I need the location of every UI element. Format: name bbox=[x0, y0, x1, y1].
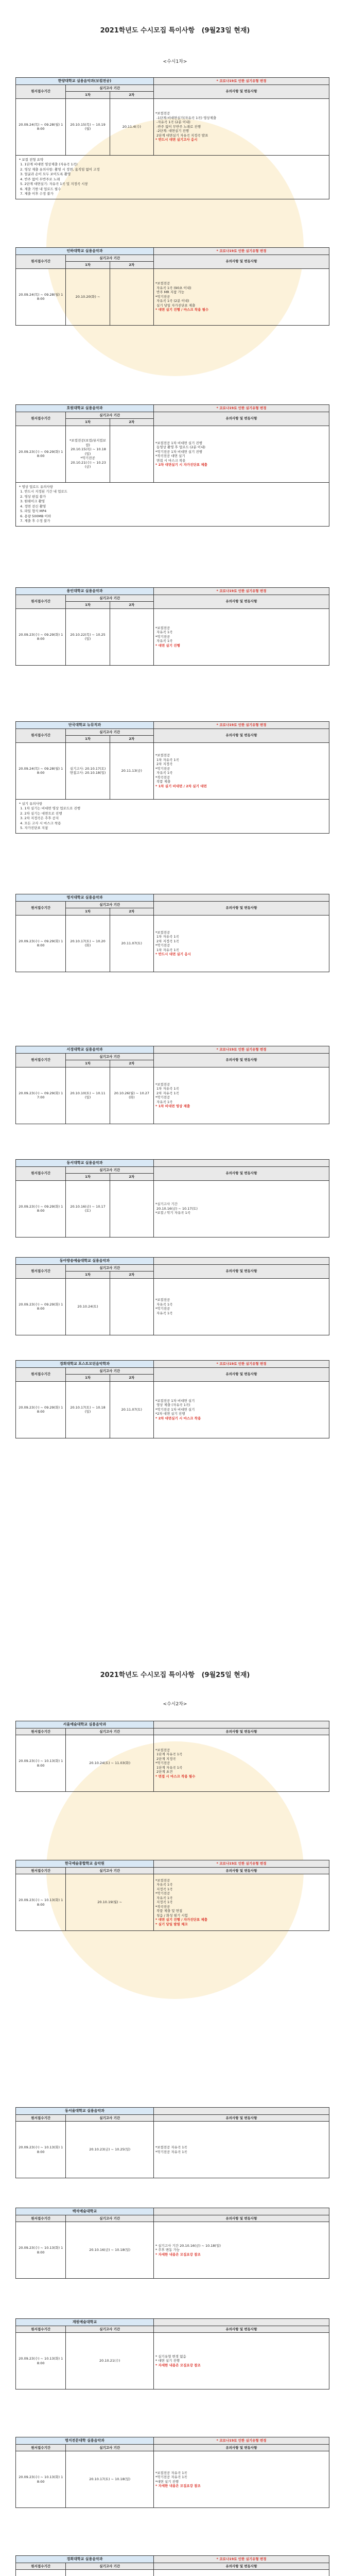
round1-header: 1차 bbox=[66, 1272, 110, 1279]
round1-header: 1차 bbox=[66, 1375, 110, 1382]
warning-notice bbox=[153, 1258, 329, 1265]
schedule-header: 실기고사 기간 bbox=[66, 412, 154, 419]
schedule-header: 실기고사 기간 bbox=[66, 84, 154, 92]
changes-text: *보컬전공 자유곡 1곡 (90초 이내) 반주 MR 지참 가능 *악기전공 자유곡 1곡 (2분 이내) 실기 당일 자가진단표 제출 bbox=[155, 281, 196, 308]
application-period: 20.09.24(목) ~ 09.28(월) 18:00 bbox=[16, 98, 66, 155]
schedule-header: 실기고사 기간 bbox=[66, 2215, 154, 2222]
admission-block bbox=[15, 77, 329, 199]
university-name: 계원예술대학교 bbox=[16, 2319, 154, 2326]
admission-block bbox=[15, 1046, 329, 1124]
university-name: 용인대학교 실용음악과 bbox=[16, 588, 154, 595]
section-title: 2021학년도 수시모집 특이사항 (9월23일 현재) bbox=[100, 27, 250, 35]
round2-header: 2차 bbox=[110, 602, 153, 609]
admission-block bbox=[15, 2208, 329, 2279]
exam-schedule-round1: 20.10.24(토) ~ 11.03(화) bbox=[66, 1735, 154, 1792]
admission-table bbox=[15, 247, 329, 326]
application-period: 20.09.23(수) ~ 10.13(화) 18:00 bbox=[16, 1874, 66, 1931]
exam-schedule-round1: 20.10.21(수) bbox=[66, 2333, 154, 2389]
changes-text: * 실기고사 기간 20.10.16(금) ~ 10.18(일) * 추후 변동 가능 bbox=[155, 2243, 221, 2252]
schedule-header: 실기고사 기간 bbox=[66, 1053, 154, 1060]
exam-schedule-round2 bbox=[110, 426, 153, 482]
schedule-header: 실기고사 기간 bbox=[66, 1264, 154, 1272]
changes-text: *보컬전공 자유곡 1곡 *악기전공 자유곡 1곡 bbox=[155, 625, 173, 643]
changes-text: *실기고사 기간 20.10.16(금) ~ 10.17(토) *보컬 / 악기 자유곡 1곡 bbox=[155, 1202, 198, 1215]
university-name: 경희대학교 실용음악과 bbox=[16, 2556, 154, 2563]
exam-schedule-round2: 20.11.4(수) bbox=[110, 98, 153, 155]
exam-schedule-round1: *보컬전공(보컬/뮤지컬보컬) 20.10.15(목) ~ 10.18(일) *악기전공 20.10.21(수) ~ 10.23(금) bbox=[66, 426, 110, 482]
warning-notice bbox=[153, 2108, 329, 2115]
changes-highlight: * 2차 대면실기 시 자가진단표 제출 bbox=[155, 463, 207, 467]
period-header: 원서접수기간 bbox=[16, 1367, 66, 1381]
changes-header: 유의사항 및 변동사항 bbox=[153, 1053, 329, 1067]
warning-notice: * 코로나19로 인한 실기유형 변경 bbox=[153, 1361, 329, 1368]
university-name: 한양대학교 실용음악과(보컬전공) bbox=[16, 78, 154, 85]
schedule-header: 실기고사 기간 bbox=[66, 595, 154, 602]
changes-header: 유의사항 및 변동사항 bbox=[153, 2444, 329, 2451]
changes-highlight: * 반드시 대면 실기고사 응시 bbox=[155, 138, 198, 142]
warning-notice bbox=[153, 2208, 329, 2215]
period-header: 원서접수기간 bbox=[16, 2326, 66, 2333]
round2-header: 2차 bbox=[110, 908, 153, 916]
changes-highlight: * 2차 대면실기 시 마스크 착용 bbox=[155, 1416, 201, 1420]
university-name: 백석예술대학교 bbox=[16, 2208, 154, 2215]
university-name: 동서울대학교 실용음악과 bbox=[16, 2108, 154, 2115]
admission-table bbox=[15, 1159, 329, 1238]
period-header: 원서접수기간 bbox=[16, 412, 66, 426]
changes-highlight: * 대면 실기 진행 / 자가진단표 제출 * 실기 당일 발열 체크 bbox=[155, 1918, 207, 1926]
exam-schedule-round2 bbox=[110, 608, 153, 665]
changes-highlight: * 면접 시 마스크 착용 필수 bbox=[155, 1774, 196, 1778]
admission-block bbox=[15, 247, 329, 326]
exam-schedule-round1: 20.10.17(토) ~ 10.18(일) bbox=[66, 1381, 110, 1438]
admission-block bbox=[15, 1860, 329, 1931]
admission-table bbox=[15, 721, 329, 800]
period-header: 원서접수기간 bbox=[16, 2215, 66, 2222]
changes-text: *보컬전공 -1단계:비대면실기(자유곡 1곡) 영상제출 -자유곡 1곡 (2분 이내) -반주 없이 무반주 노래로 진행 -2단계: 대면실기 진행 2단계 대면실기 자유곡 지정곡 발표 bbox=[155, 111, 217, 138]
exam-schedule-round2 bbox=[110, 1180, 153, 1237]
round1-header: 1차 bbox=[66, 736, 110, 743]
application-period: 20.09.23(수) ~ 09.29(화) 18:00 bbox=[16, 1278, 66, 1335]
exam-schedule-round1: 20.10.24(토) bbox=[66, 1278, 110, 1335]
round2-header: 2차 bbox=[110, 1174, 153, 1181]
university-name: 동서대학교 실용음악과 bbox=[16, 1160, 154, 1167]
changes-header: 유의사항 및 변동사항 bbox=[153, 412, 329, 426]
admission-block bbox=[15, 404, 329, 527]
application-period: 20.09.23(수) ~ 10.13(화) 18:00 bbox=[16, 2451, 66, 2508]
changes-header: 유의사항 및 변동사항 bbox=[153, 255, 329, 268]
admission-block bbox=[15, 2437, 329, 2508]
exam-schedule-round1: 20.10.20(화) ~ bbox=[66, 268, 110, 325]
period-header: 원서접수기간 bbox=[16, 1166, 66, 1180]
changes-header: 유의사항 및 변동사항 bbox=[153, 1264, 329, 1278]
changes-header: 유의사항 및 변동사항 bbox=[153, 2114, 329, 2122]
section-period: <수시2차> bbox=[163, 1702, 187, 1707]
changes-highlight: * 1차 실기 비대면 / 2차 실기 대면 bbox=[155, 784, 207, 788]
admission-table bbox=[15, 2318, 329, 2389]
round1-header: 1차 bbox=[66, 92, 110, 99]
admission-table bbox=[15, 2107, 329, 2178]
round2-header: 2차 bbox=[110, 736, 153, 743]
changes-highlight: * 대면 실기 진행 / 마스크 착용 필수 bbox=[155, 308, 209, 312]
admission-block bbox=[15, 2555, 329, 2576]
warning-notice: * 코로나19로 인한 실기유형 변경 bbox=[153, 1046, 329, 1054]
round2-header: 2차 bbox=[110, 419, 153, 426]
application-period: 20.09.23(수) ~ 10.13(화) 18:00 bbox=[16, 2333, 66, 2389]
exam-schedule-round1: 20.10.17(토) ~ 10.20(화) bbox=[66, 915, 110, 972]
period-header: 원서접수기간 bbox=[16, 2563, 66, 2570]
admission-table bbox=[15, 2437, 329, 2508]
application-period: 20.09.24(목) ~ 09.28(월) 18:00 bbox=[16, 742, 66, 799]
admission-block bbox=[15, 587, 329, 666]
admission-table bbox=[15, 2208, 329, 2279]
period-header: 원서접수기간 bbox=[16, 1053, 66, 1067]
period-header: 원서접수기간 bbox=[16, 1264, 66, 1278]
warning-notice: * 코로나19로 인한 실기유형 변경 bbox=[153, 2437, 329, 2445]
changes-header: 유의사항 및 변동사항 bbox=[153, 595, 329, 608]
period-header: 원서접수기간 bbox=[16, 84, 66, 98]
warning-notice bbox=[153, 1160, 329, 1167]
admission-block bbox=[15, 1721, 329, 1792]
schedule-header: 실기고사 기간 bbox=[66, 2563, 154, 2570]
university-name: 서울예술대학교 실용음악과 bbox=[16, 1721, 154, 1728]
changes-text: *보컬전공 1차 자유곡 1곡 2차 지정곡 1곡 *악기전공 1차 자유곡 1곡 bbox=[155, 930, 179, 952]
changes-text: *보컬전공 자유곡 1곡 *악기전공 자유곡 1곡 *대면 실기 진행 bbox=[155, 2470, 187, 2484]
changes-header: 유의사항 및 변동사항 bbox=[153, 728, 329, 742]
section-title: 2021학년도 수시모집 특이사항 (9월25일 현재) bbox=[100, 1671, 250, 1679]
exam-schedule-round1: 20.10.10(토) ~ 10.11(일) bbox=[66, 1067, 110, 1124]
changes-highlight: * 자세한 내용은 모집요강 참조 bbox=[155, 2484, 201, 2488]
exam-schedule-round2: 20.11.13(금) bbox=[110, 742, 153, 799]
round1-header: 1차 bbox=[66, 419, 110, 426]
admission-block bbox=[15, 894, 329, 972]
exam-schedule-round1: 20.10.23(금) ~ 10.25(일) bbox=[66, 2122, 154, 2178]
warning-notice: * 코로나19로 인한 실기유형 변경 bbox=[153, 722, 329, 729]
university-name: 동아방송예술대학교 실용음악과 bbox=[16, 1258, 154, 1265]
warning-notice: * 코로나19로 인한 실기유형 변경 bbox=[153, 588, 329, 595]
exam-schedule-round1: 20.10.16(금) ~ 10.18(일) bbox=[66, 2222, 154, 2279]
schedule-header: 실기고사 기간 bbox=[66, 1367, 154, 1375]
exam-schedule-round1: 20.10.15(목) ~ 10.19(월) bbox=[66, 98, 110, 155]
round1-header: 1차 bbox=[66, 602, 110, 609]
exam-schedule-round2: 20.11.07(토) bbox=[110, 1381, 153, 1438]
changes-text: *보컬전공 1차 자유곡 1곡 2차 자유곡 1곡 *악기전공 자유곡 1곡 bbox=[155, 1082, 179, 1104]
changes-highlight: * 자세한 내용은 모집요강 참조 bbox=[155, 2363, 201, 2367]
round2-header: 2차 bbox=[110, 1375, 153, 1382]
application-period: 20.09.23(수) ~ 10.13(화) 18:00 bbox=[16, 1735, 66, 1792]
exam-schedule-round1: 20.10.19(월) ~ bbox=[66, 1874, 154, 1931]
schedule-header: 실기고사 기간 bbox=[66, 728, 154, 736]
admission-table bbox=[15, 1860, 329, 1931]
admission-table bbox=[15, 587, 329, 666]
warning-notice: * 코로나19로 인한 실기유형 변경 bbox=[153, 248, 329, 255]
university-name: 서경대학교 실용음악과 bbox=[16, 1046, 154, 1054]
changes-text: *보컬전공 1차 자유곡 1곡 2차 지정곡 *악기전공 자유곡 1곡 *작곡전공 작품 제출 bbox=[155, 753, 179, 784]
period-header: 원서접수기간 bbox=[16, 728, 66, 742]
admission-table bbox=[15, 77, 329, 156]
period-header: 원서접수기간 bbox=[16, 901, 66, 915]
university-name: 한국예술종합학교 음악원 bbox=[16, 1860, 154, 1868]
warning-notice: * 코로나19로 인한 실기유형 변경 bbox=[153, 2556, 329, 2563]
schedule-header: 실기고사 기간 bbox=[66, 2444, 154, 2451]
period-header: 원서접수기간 bbox=[16, 2444, 66, 2451]
admission-block bbox=[15, 2318, 329, 2389]
application-period: 20.09.23(수) ~ 09.29(화) 18:00 bbox=[16, 915, 66, 972]
changes-header: 유의사항 및 변동사항 bbox=[153, 84, 329, 98]
round1-header: 1차 bbox=[66, 1060, 110, 1067]
changes-text: *보컬전공 자유곡 1곡 *악기전공 자유곡 1곡 bbox=[155, 1298, 173, 1315]
changes-header: 유의사항 및 변동사항 bbox=[153, 1367, 329, 1381]
changes-header: 유의사항 및 변동사항 bbox=[153, 2215, 329, 2222]
changes-text: *보컬전공 1차 비대면 실기 진행 동영상 촬영 후 업로드 (2분 이내) *악기전공 1차 비대면 실기 진행 *작곡전공 대면 실기 면접 시 마스크 착용 bbox=[155, 440, 205, 463]
changes-highlight: * 반드시 대면 실기 응시 bbox=[155, 952, 191, 956]
warning-notice bbox=[153, 2319, 329, 2326]
changes-header: 유의사항 및 변동사항 bbox=[153, 1166, 329, 1180]
university-name: 명지대학교 실용음악과 bbox=[16, 894, 154, 902]
university-name: 명지전문대학 실용음악과 bbox=[16, 2437, 154, 2445]
schedule-header: 실기고사 기간 bbox=[66, 2326, 154, 2333]
exam-schedule-round1: 20.10.16(금) ~ 10.17(토) bbox=[66, 1180, 110, 1237]
admission-block bbox=[15, 1360, 329, 1438]
schedule-header: 실기고사 기간 bbox=[66, 1867, 154, 1874]
admission-table bbox=[15, 1721, 329, 1792]
exam-schedule-round2 bbox=[110, 268, 153, 325]
changes-header: 유의사항 및 변동사항 bbox=[153, 1867, 329, 1874]
changes-highlight: * 대면 실기 진행 bbox=[155, 643, 180, 648]
admission-table bbox=[15, 1360, 329, 1438]
admission-block bbox=[15, 2107, 329, 2178]
period-header: 원서접수기간 bbox=[16, 1728, 66, 1735]
application-period: 20.09.23(수) ~ 10.13(화) 18:00 bbox=[16, 2122, 66, 2178]
period-header: 원서접수기간 bbox=[16, 1867, 66, 1874]
round1-header: 1차 bbox=[66, 908, 110, 916]
application-period: 20.09.23(수) ~ 09.29(화) 18:00 bbox=[16, 1180, 66, 1237]
exam-schedule-round2: 20.10.26(월) ~ 10.27(화) bbox=[110, 1067, 153, 1124]
admission-table bbox=[15, 894, 329, 972]
warning-notice: * 코로나19로 인한 실기유형 변경 bbox=[153, 78, 329, 85]
admission-table bbox=[15, 1257, 329, 1335]
application-period: 20.09.23(수) ~ 09.29(화) 18:00 bbox=[16, 608, 66, 665]
schedule-header: 실기고사 기간 bbox=[66, 255, 154, 262]
university-name: 호원대학교 실용음악과 bbox=[16, 405, 154, 412]
round1-header: 1차 bbox=[66, 1174, 110, 1181]
warning-notice bbox=[153, 1721, 329, 1728]
period-header: 원서접수기간 bbox=[16, 255, 66, 268]
application-period: 20.09.23(수) ~ 10.13(화) 18:00 bbox=[16, 2222, 66, 2279]
exam-schedule-round1: 20.10.17(토) ~ 10.18(일) bbox=[66, 2451, 154, 2508]
schedule-header: 실기고사 기간 bbox=[66, 901, 154, 908]
admission-block bbox=[15, 1257, 329, 1335]
block-note: * 영상 업로드 유의사항 1. 반드시 지정된 기간 내 업로드 2. 영상 편집 불가 3. 원테이크 촬영 4. 정면 전신 촬영 5. 파일 형식 MP4 6. 용량 500MB 이하 7. 제출 후 수정 불가 bbox=[15, 483, 329, 527]
application-period: 20.09.23(수) ~ 09.29(화) 18:00 bbox=[16, 1381, 66, 1438]
block-note: * 실기 유의사항 1. 1차 실기는 비대면 영상 업로드로 진행 2. 2차 실기는 대면으로 진행 3. 2차 지정곡은 추후 공지 4. 모든 고사 시 마스크 착용 5. 자가진단표 지참 bbox=[15, 800, 329, 834]
round2-header: 2차 bbox=[110, 1272, 153, 1279]
admission-block bbox=[15, 1159, 329, 1238]
changes-header: 유의사항 및 변동사항 bbox=[153, 901, 329, 915]
admission-table bbox=[15, 2555, 329, 2576]
changes-text: *보컬전공 자유곡 1곡 *악기전공 자유곡 1곡 bbox=[155, 2145, 187, 2154]
changes-text: *보컬전공 자유곡 1곡 지정곡 1곡 *악기전공 자유곡 1곡 지정곡 1곡 *작곡전공 작품 제출 및 면접 청음 / 화성 필기 시험 bbox=[155, 1878, 188, 1918]
schedule-header: 실기고사 기간 bbox=[66, 1728, 154, 1735]
round2-header: 2차 bbox=[110, 1060, 153, 1067]
application-period: 20.09.23(수) ~ 09.29(화) 17:00 bbox=[16, 1067, 66, 1124]
changes-highlight: * 자세한 내용은 모집요강 참조 bbox=[155, 2252, 201, 2257]
section-period: <수시1차> bbox=[163, 59, 187, 64]
schedule-header: 실기고사 기간 bbox=[66, 2114, 154, 2122]
exam-schedule-round1: 실기고사: 20.10.17(토) 면접고사: 20.10.18(일) bbox=[66, 742, 110, 799]
period-header: 원서접수기간 bbox=[16, 595, 66, 608]
changes-header: 유의사항 및 변동사항 bbox=[153, 2563, 329, 2570]
round1-header: 1차 bbox=[66, 262, 110, 269]
changes-highlight: * 1차 비대면 영상 제출 bbox=[155, 1104, 190, 1108]
period-header: 원서접수기간 bbox=[16, 2114, 66, 2122]
warning-notice bbox=[153, 894, 329, 902]
block-note: * 보컬 전형 요약 1. 1단계 비대면 영상제출 (자유곡 1곡) 2. 영상 제출 유의사항: 촬영 시 정면, 움직임 없이 고정 3. 얼굴과 손이 모두 보이도록 촬영 4. 반주 없이 무반주로 노래 5. 2단계 대면실기: 자유곡 1곡 및 지정곡 시창 6. 제출 기한 내 업로드 필수 7. 제출 이후 수정 불가 bbox=[15, 156, 329, 199]
university-name: 인하대학교 실용음악과 bbox=[16, 248, 154, 255]
changes-text: *보컬전공 1차 비대면 실기 영상 제출 (자유곡 1곡) *악기전공 1차 비대면 실기 *2차 대면 실기 진행 bbox=[155, 1398, 195, 1416]
application-period: 20.09.23(수) ~ 09.29(화) 18:00 bbox=[16, 426, 66, 482]
university-name: 단국대학교 뉴뮤직과 bbox=[16, 722, 154, 729]
warning-notice: * 코로나19로 인한 실기유형 변경 bbox=[153, 405, 329, 412]
changes-header: 유의사항 및 변동사항 bbox=[153, 2326, 329, 2333]
changes-text: *보컬전공 1단계 자유곡 1곡 2단계 지정곡 *악기전공 1단계 자유곡 1곡 2단계 초견 bbox=[155, 1748, 183, 1774]
changes-text: * 실기유형 변경 없음 * 대면 실기 진행 bbox=[155, 2354, 186, 2363]
admission-table bbox=[15, 1046, 329, 1124]
round2-header: 2차 bbox=[110, 262, 153, 269]
exam-schedule-round1: 20.10.22(목) ~ 10.25(일) bbox=[66, 608, 110, 665]
university-name: 경희대학교 포스트모던음악학과 bbox=[16, 1361, 154, 1368]
round2-header: 2차 bbox=[110, 92, 153, 99]
exam-schedule-round1 bbox=[66, 2570, 154, 2576]
application-period bbox=[16, 2570, 66, 2576]
schedule-header: 실기고사 기간 bbox=[66, 1166, 154, 1174]
application-period: 20.09.24(목) ~ 09.28(월) 18:00 bbox=[16, 268, 66, 325]
exam-schedule-round2 bbox=[110, 1278, 153, 1335]
admission-table bbox=[15, 404, 329, 483]
warning-notice: * 코로나19로 인한 실기유형 변경 bbox=[153, 1860, 329, 1868]
admission-block bbox=[15, 721, 329, 834]
changes-header: 유의사항 및 변동사항 bbox=[153, 1728, 329, 1735]
exam-schedule-round2: 20.11.07(토) bbox=[110, 915, 153, 972]
